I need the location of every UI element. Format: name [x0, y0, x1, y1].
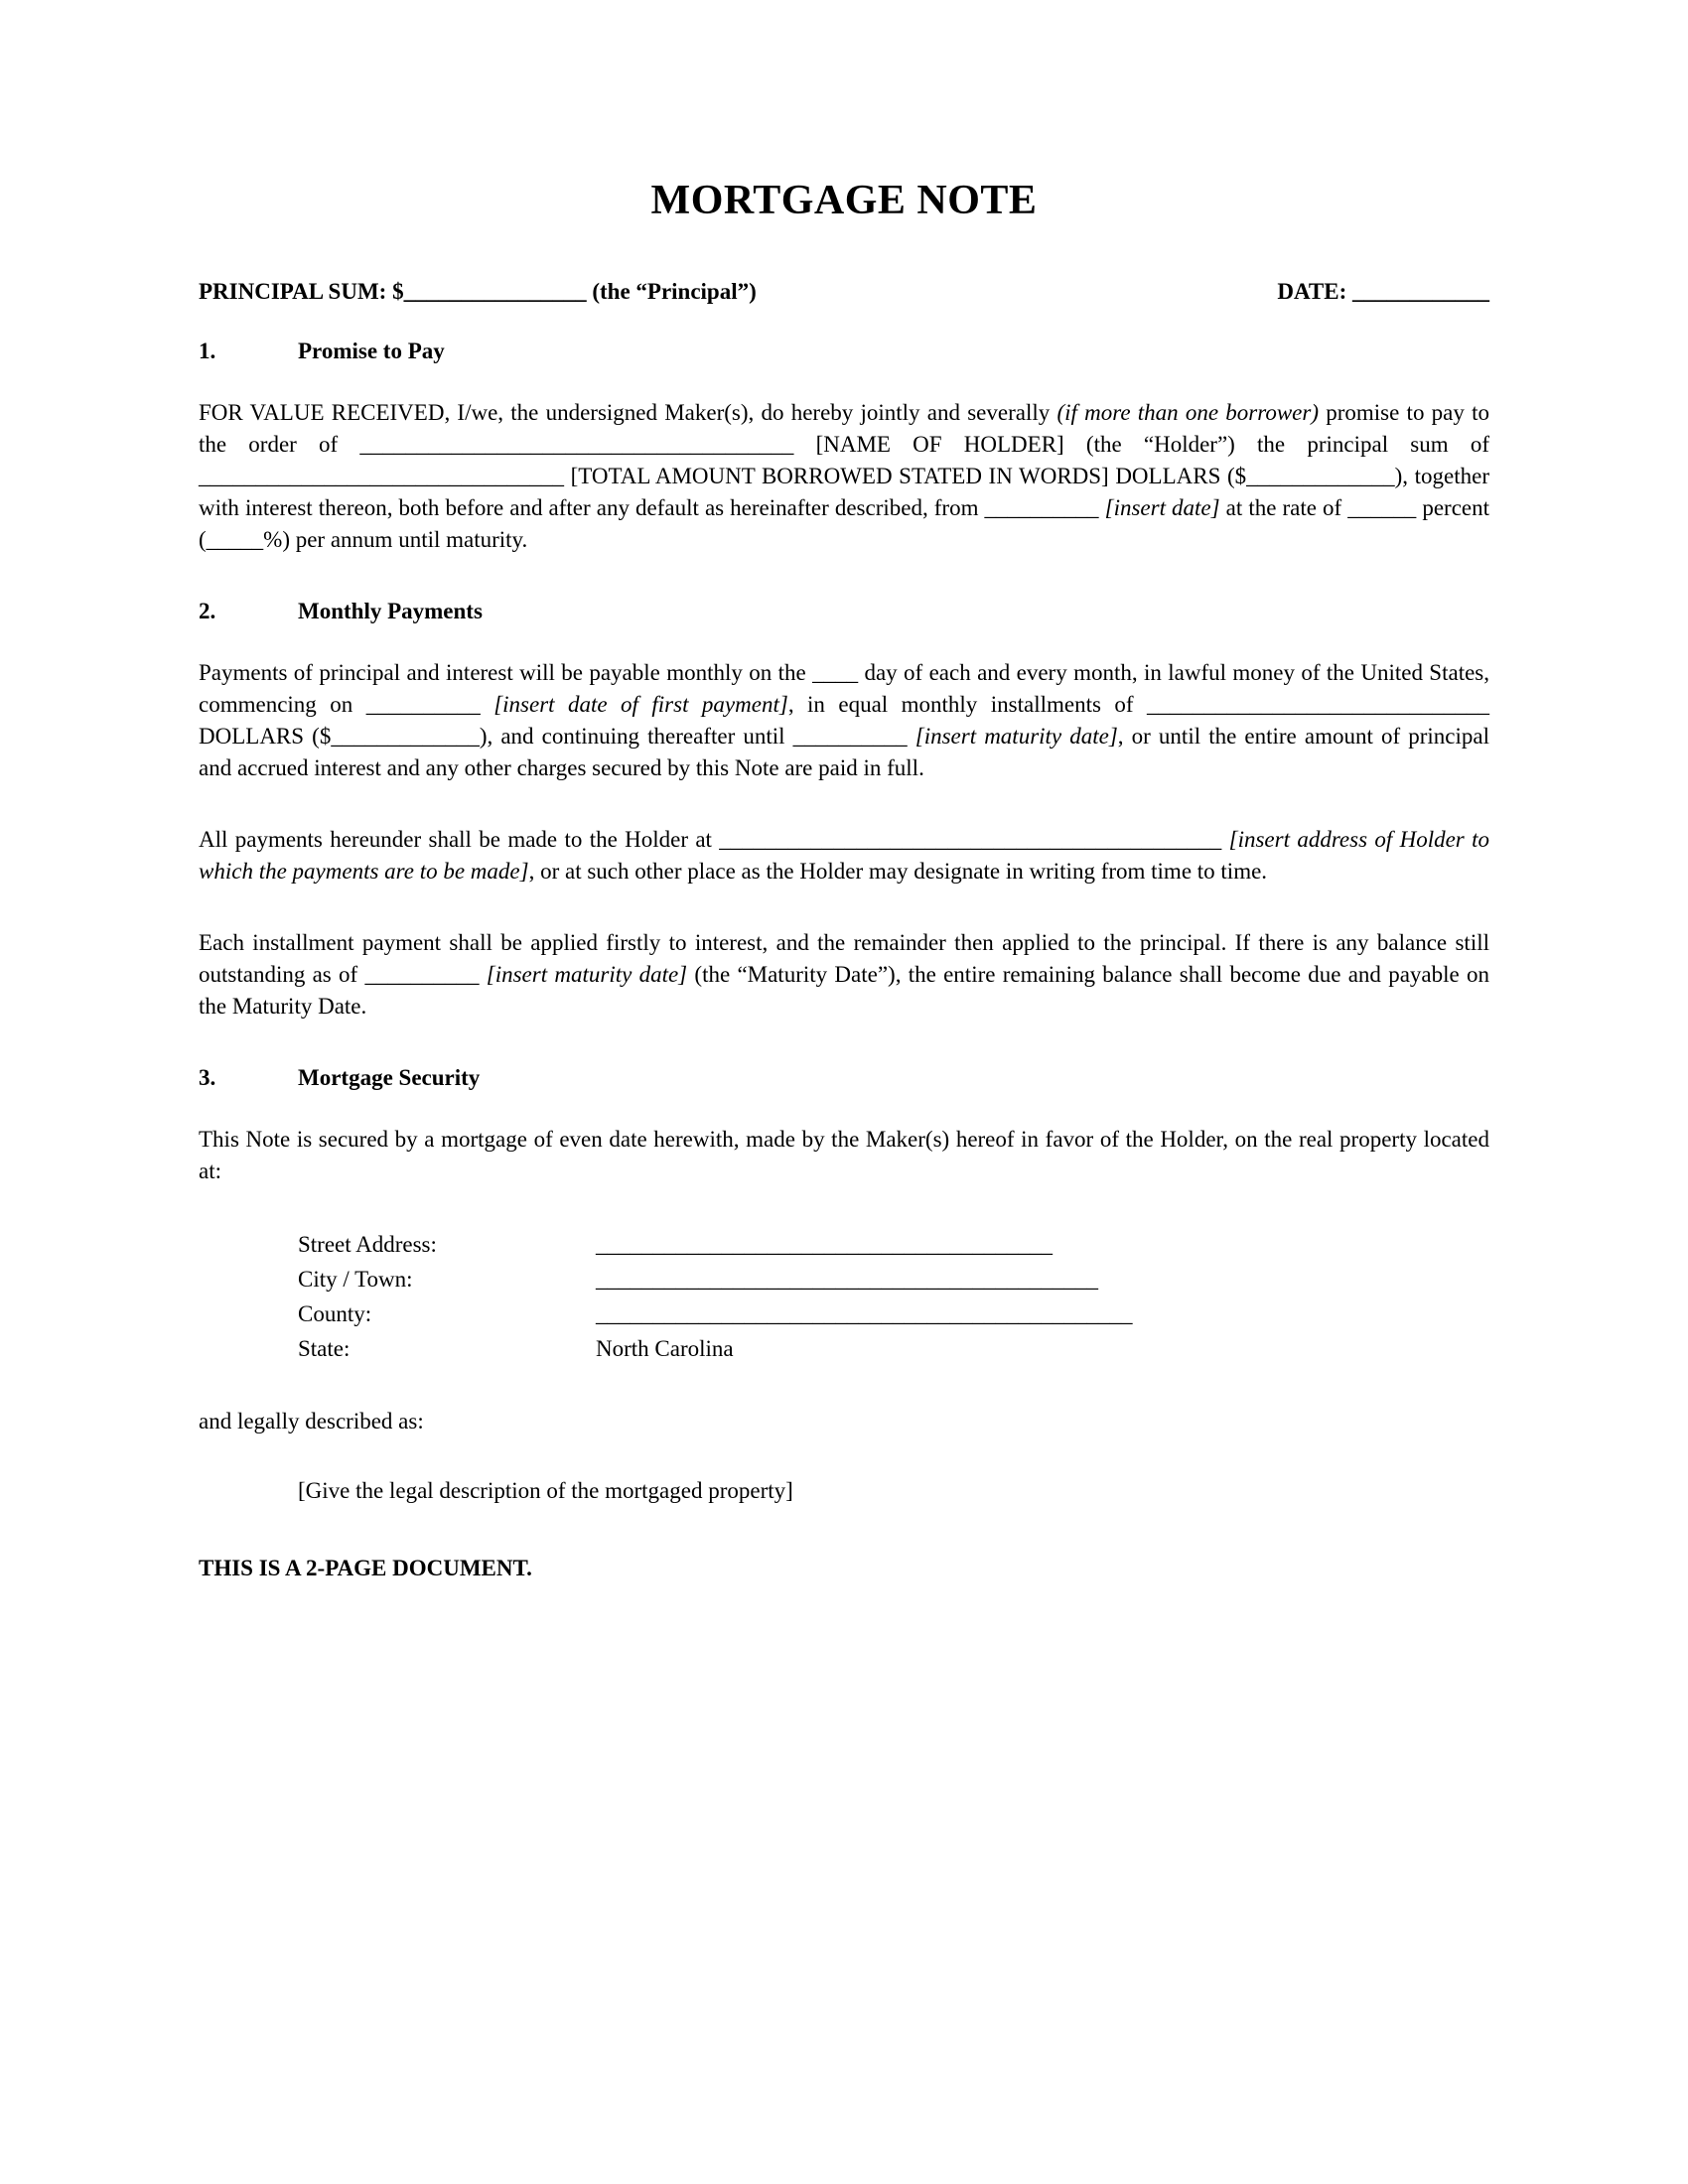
section-3-title: Mortgage Security [298, 1065, 481, 1090]
section-promise-to-pay [199, 336, 1489, 556]
city-town-row [298, 1262, 1489, 1297]
text-segment: Each installment payment shall be applied firstly to interest, and the remainder then applied to the principal. If there is any balance still outstanding as of __________ [199, 930, 1489, 987]
state-label: State: [298, 1336, 351, 1361]
hint-insert-maturity-date: [insert maturity date] [486, 962, 688, 987]
principal-sum-blank: ________________ [403, 279, 587, 304]
state-value: North Carolina [596, 1336, 734, 1361]
section-3-number: 3. [199, 1065, 216, 1090]
text-segment: This Note is secured by a mortgage of even date herewith, made by the Maker(s) hereof in favor of the Holder, on the real property located at: [199, 1127, 1489, 1183]
hint-insert-maturity-date: [insert maturity date] [914, 724, 1118, 749]
street-address-row [298, 1227, 1489, 1262]
text-segment: at the rate of ______ percent (_____%) per annum until maturity. [199, 495, 1490, 552]
hint-insert-address-of-holder: [insert address of Holder to which the payments are to be made] [199, 827, 1489, 884]
document-title: MORTGAGE NOTE [650, 178, 1038, 223]
property-address-block [298, 1227, 1489, 1366]
date-field [1277, 276, 1489, 308]
section-monthly-payments [199, 596, 1489, 1023]
section-1-heading [199, 336, 1489, 367]
text-segment: (the “Maturity Date”), the entire remaining balance shall become due and payable on the Maturity Date. [199, 962, 1489, 1019]
principal-sum-label: PRINCIPAL SUM: $ [199, 279, 404, 304]
monthly-payments-paragraph [199, 657, 1489, 784]
section-2-title: Monthly Payments [298, 599, 483, 623]
county-row [298, 1297, 1489, 1331]
principal-sum-field [199, 276, 757, 308]
street-address-label: Street Address: [298, 1232, 437, 1257]
text-segment: promise to pay to the order of ______________________________________ [NAME OF HOLDER] (the “Holder”) the principal sum of ________________________________ [TOTAL AMOUNT BORROWED STATED IN WORDS] DOLLARS ($_____________), together with interest thereon, both before and after any default as hereinafter described, from __________ [199, 400, 1489, 520]
mortgage-security-paragraph [199, 1124, 1489, 1187]
city-town-label: City / Town: [298, 1267, 413, 1292]
installment-application-paragraph [199, 927, 1489, 1023]
section-1-number: 1. [199, 339, 216, 363]
hint-insert-date-of-first-payment: [insert date of first payment] [493, 692, 788, 717]
page-count-note: THIS IS A 2-PAGE DOCUMENT. [199, 1556, 532, 1580]
text-segment: All payments hereunder shall be made to the Holder at ____________________________________________ [199, 827, 1229, 852]
section-mortgage-security [199, 1062, 1489, 1507]
date-label: DATE: [1277, 279, 1352, 304]
principal-sum-suffix: (the “Principal”) [586, 279, 757, 304]
promise-to-pay-paragraph [199, 397, 1489, 556]
street-address-blank: ________________________________________ [596, 1232, 1053, 1257]
hint-if-more-than-one-borrower: (if more than one borrower) [1056, 400, 1320, 425]
section-2-number: 2. [199, 599, 216, 623]
header-row [199, 276, 1489, 308]
text-segment: , in equal monthly installments of ______________________________ DOLLARS ($_____________), and continuing thereafter until __________ [199, 692, 1490, 749]
payments-to-holder-paragraph [199, 824, 1489, 887]
legal-description-placeholder: [Give the legal description of the mortgaged property] [298, 1478, 793, 1503]
legal-description-intro: and legally described as: [199, 1409, 424, 1433]
section-1-title: Promise to Pay [298, 339, 445, 363]
text-segment: FOR VALUE RECEIVED, I/we, the undersigned Maker(s), do hereby jointly and severally [199, 400, 1057, 425]
county-label: County: [298, 1301, 372, 1326]
date-blank: ____________ [1352, 279, 1489, 304]
hint-insert-date: [insert date] [1104, 495, 1220, 520]
text-segment: Payments of principal and interest will be payable monthly on the ____ day of each and every month, in lawful money of the United States, commencing on __________ [199, 660, 1489, 717]
county-blank: _______________________________________________ [596, 1301, 1133, 1326]
section-3-heading [199, 1062, 1489, 1094]
text-segment: , or at such other place as the Holder may designate in writing from time to time. [528, 859, 1268, 884]
text-segment: , or until the entire amount of principal and accrued interest and any other charges secured by this Note are paid in full. [199, 724, 1489, 780]
section-2-heading [199, 596, 1489, 627]
city-town-blank: ____________________________________________ [596, 1267, 1098, 1292]
state-row [298, 1331, 1489, 1366]
